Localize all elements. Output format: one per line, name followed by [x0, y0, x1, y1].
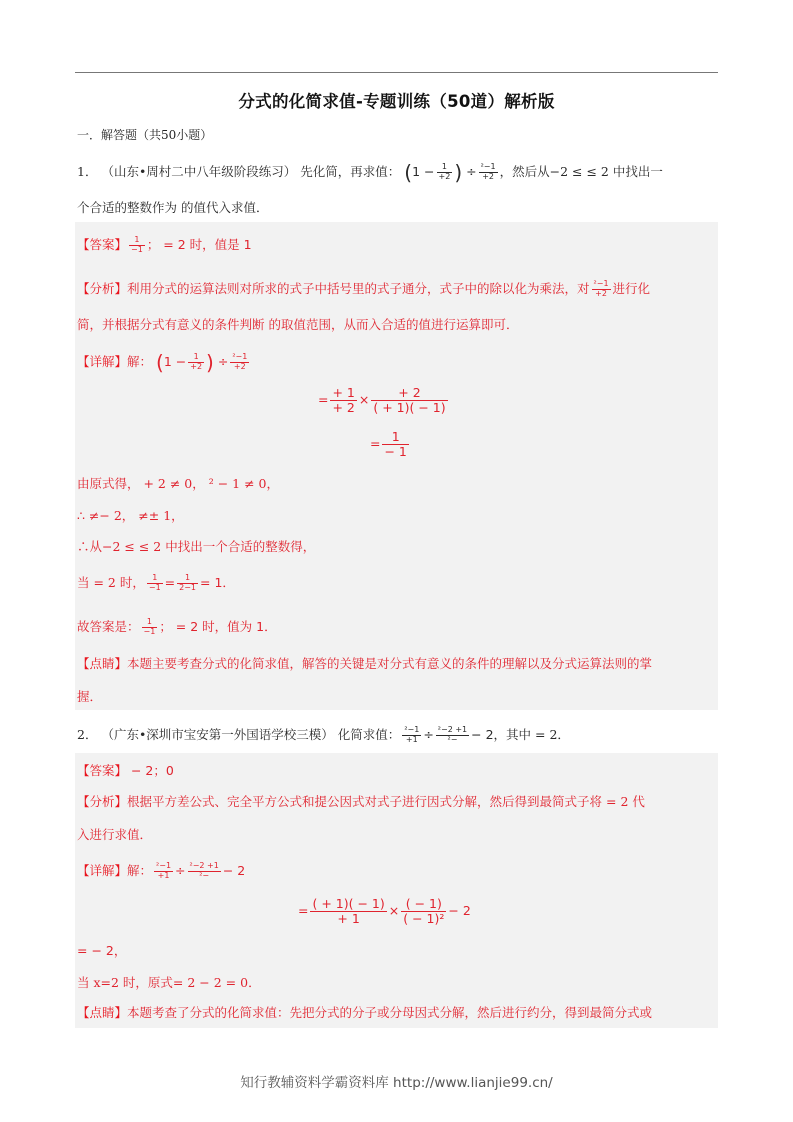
fraction: $\frac{\text{²−1}}{+2}$: [480, 162, 496, 181]
answer-line: [77, 762, 174, 780]
detail-line: [77, 350, 251, 375]
divide-sign: ÷: [466, 164, 477, 179]
analysis-line-1: [77, 280, 650, 299]
divide-sign: ÷: [175, 863, 186, 878]
fraction: $\frac{1}{-1}$: [131, 235, 143, 254]
analysis-text: 利用分式的运算法则对所求的式子中括号里的式子通分，式子中的除以化为乘法，对: [127, 281, 590, 296]
analysis-text-end: 进行化: [612, 281, 651, 296]
problem-1-stem: [77, 160, 663, 185]
fraction: $\frac{\text{²−2 +1}}{\text{²−}}$: [437, 725, 468, 744]
times-sign: ×: [358, 391, 370, 407]
problem-2-stem: [77, 726, 570, 745]
comment-line-1: [77, 655, 652, 673]
expr-tail: − 2: [471, 727, 494, 742]
answer-label: 【答案】: [77, 763, 128, 778]
condition-line-1: 由原式得， + 2 ≠ 0， ² − 1 ≠ 0，: [77, 476, 279, 491]
comment-line-1: [77, 1004, 652, 1022]
problem-source: （广东•深圳市宝安第一外国语学校三模）: [101, 727, 334, 742]
conclusion-prefix: 故答案是：: [77, 619, 140, 634]
times-sign: ×: [388, 902, 400, 918]
equals-sign: =: [318, 391, 329, 407]
comment-label: 【点睛】: [77, 1005, 128, 1020]
step-1-equation: [298, 897, 471, 926]
comment-text: 本题考查了分式的化简求值：先把分式的分子或分母因式分解，然后进行约分，得到最简分式或: [127, 1005, 653, 1020]
substitution-result: = 1．: [200, 575, 235, 590]
problem-1-stem-line2: 个合适的整数作为 的值代入求值．: [77, 200, 269, 215]
fraction: $\frac{1}{+2}$: [190, 352, 203, 371]
fraction: $\frac{\text{²−1}}{+2}$: [232, 352, 248, 371]
analysis-text: 根据平方差公式、完全平方公式和提公因式对式子进行因式分解，然后得到最简式子将 = 2 代: [127, 794, 645, 809]
stem-suffix: ，其中 = 2．: [493, 727, 570, 742]
problem-source: （山东•周村二中八年级阶段练习）: [101, 164, 297, 179]
expr-tail: − 2: [448, 902, 471, 918]
divide-sign: ÷: [217, 354, 229, 369]
conclusion-line: [77, 618, 277, 637]
fraction: $\frac{+ 1}{+ 2}$: [332, 385, 355, 415]
comment-line-2: 握．: [77, 689, 103, 704]
result-line: = − 2，: [77, 943, 127, 958]
close-paren: ): [454, 160, 463, 185]
analysis-line-2: 入进行求值．: [77, 827, 153, 842]
section-heading: 一．解答题（共50小题）: [77, 128, 213, 142]
answer-text: ； = 2 时，值是 1: [146, 237, 252, 252]
substitution-prefix: 当 = 2 时，: [77, 575, 145, 590]
fraction: $\frac{\text{²−2 +1}}{\text{²−}}$: [189, 861, 219, 880]
footer-watermark: 知行教辅资料学霸资料库 http://www.lianjie99.cn/: [240, 1075, 553, 1091]
document-title: 分式的化简求值-专题训练（50道）解析版: [238, 92, 555, 111]
divide-sign: ÷: [423, 727, 434, 742]
detail-intro: 解：: [127, 354, 153, 369]
detail-label: 【详解】: [77, 863, 128, 878]
fraction: $\frac{\text{²−1}}{+1}$: [404, 725, 420, 744]
detail-label: 【详解】: [77, 354, 128, 369]
open-paren: (: [404, 160, 413, 185]
answer-label: 【答案】: [77, 237, 128, 252]
comment-label: 【点睛】: [77, 656, 128, 671]
fraction: $\frac{+ 2}{( + 1)( - 1)}$: [373, 385, 446, 415]
fraction: $\frac{1}{-1}$: [143, 617, 156, 636]
answer-text: − 2；0: [127, 763, 174, 778]
condition-line-3: ∴从−2 ≤ ≤ 2 中找出一个合适的整数得，: [77, 539, 316, 554]
fraction: $\frac{( - 1)}{\text{( − 1)²}}$: [403, 896, 445, 926]
substitution-line: [77, 574, 235, 593]
equals-sign: =: [298, 902, 309, 918]
fraction: $\frac{\text{²−1}}{+1}$: [156, 861, 172, 880]
fraction: $\frac{\text{²−1}}{+2}$: [593, 279, 609, 298]
equals-sign: =: [370, 435, 381, 451]
equals-sign: =: [164, 575, 176, 590]
detail-intro: 解：: [127, 863, 153, 878]
stem-prefix: 先化简，再求值：: [300, 164, 401, 179]
analysis-label: 【分析】: [77, 281, 128, 296]
condition-line-2: ∴ ≠− 2， ≠± 1，: [77, 508, 184, 523]
substitution-line: 当 x=2 时，原式= 2 − 2 = 0．: [77, 975, 261, 990]
problem-number: 1．: [77, 164, 98, 179]
expr-term: 1 −: [412, 164, 435, 179]
detail-line: [77, 862, 245, 881]
answer-line: [77, 236, 252, 255]
step-1-equation: [318, 386, 450, 415]
stem-suffix: ，然后从−2 ≤ ≤ 2 中找出一: [499, 164, 663, 179]
problem-number: 2．: [77, 727, 98, 742]
stem-prefix: 化简求值：: [337, 727, 401, 742]
expr-tail: − 2: [222, 863, 246, 878]
fraction: $\frac{1}{2-1}$: [179, 573, 197, 592]
header-rule: [75, 72, 718, 73]
fraction: $\frac{1}{+2}$: [438, 162, 451, 181]
comment-text: 本题主要考查分式的化简求值，解答的关键是对分式有意义的条件的理解以及分式运算法则的掌: [127, 656, 653, 671]
fraction: $\frac{1}{- 1}$: [384, 429, 407, 459]
fraction: $\frac{1}{-1}$: [148, 573, 161, 592]
expr-term: 1 −: [163, 354, 187, 369]
close-paren: ): [206, 350, 214, 375]
conclusion-text: ； = 2 时，值为 1．: [159, 619, 277, 634]
analysis-label: 【分析】: [77, 794, 128, 809]
analysis-line-2: 简，并根据分式有意义的条件判断 的取值范围，从而入合适的值进行运算即可．: [77, 317, 519, 332]
step-2-equation: [370, 430, 411, 459]
fraction: $\frac{( + 1)( - 1)}{+ 1}$: [312, 896, 385, 926]
analysis-line-1: [77, 793, 645, 811]
open-paren: (: [156, 350, 164, 375]
